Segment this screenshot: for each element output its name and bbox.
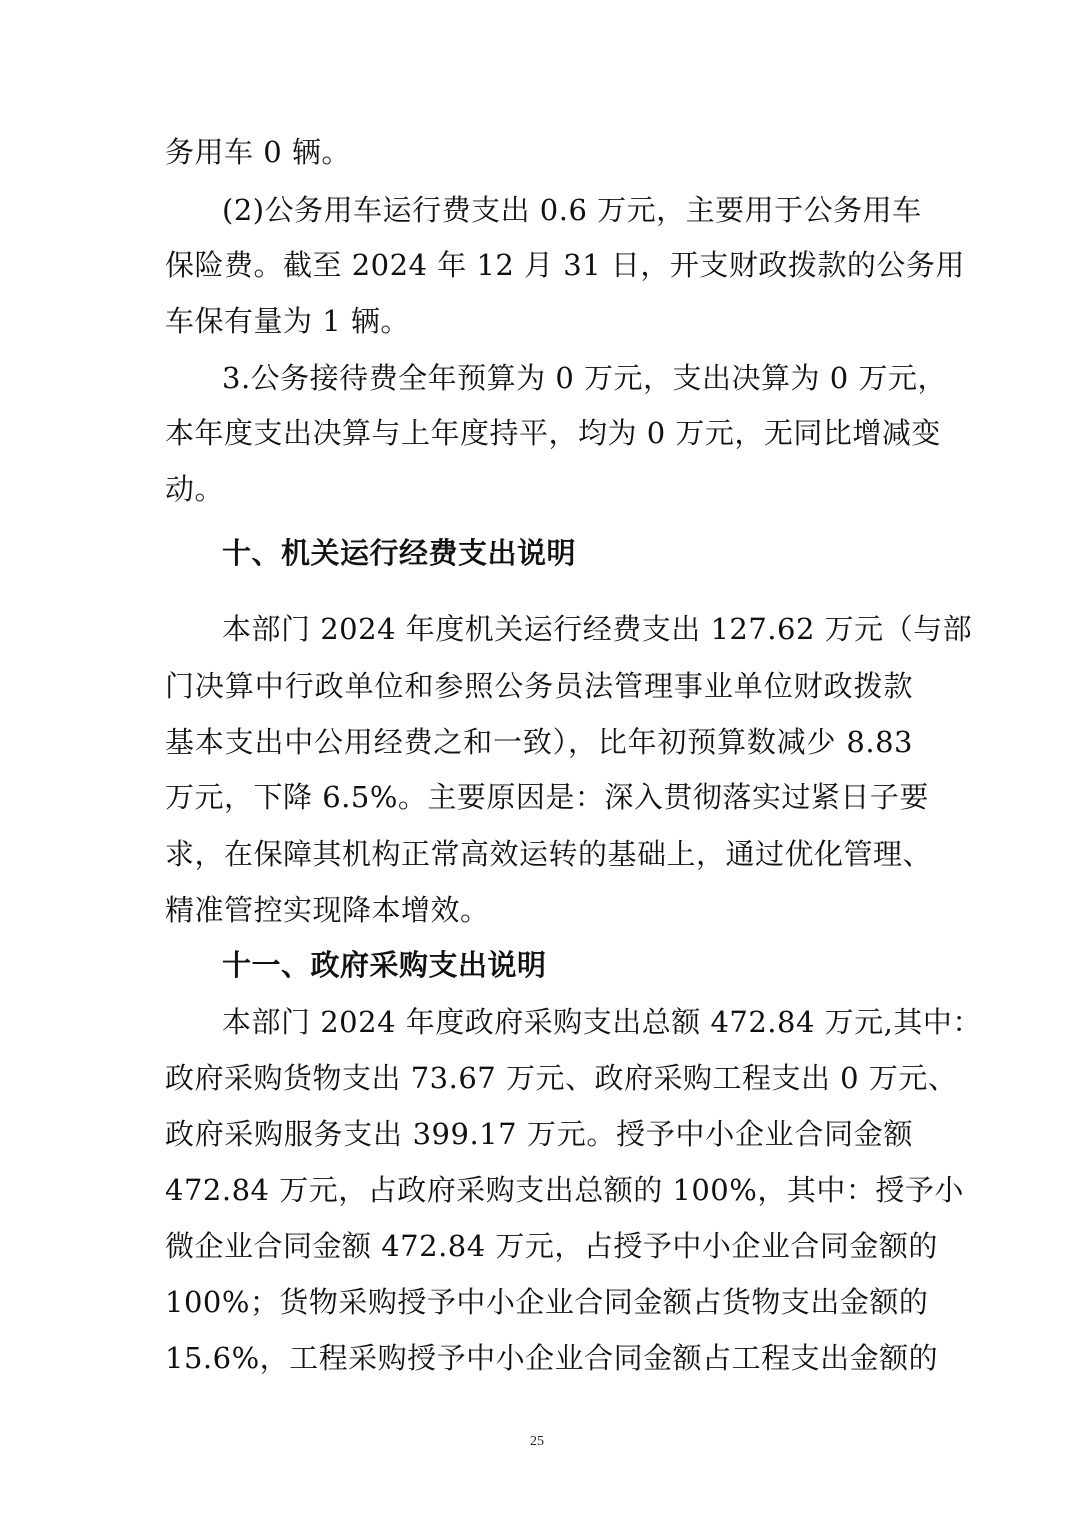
body-line: 门决算中行政单位和参照公务员法管理事业单位财政拨款 — [165, 669, 913, 703]
body-line: 3.公务接待费全年预算为 0 万元，支出决算为 0 万元， — [222, 361, 947, 395]
body-line: 精准管控实现降本增效。 — [165, 893, 490, 927]
body-line: 保险费。截至 2024 年 12 月 31 日，开支财政拨款的公务用 — [165, 248, 965, 282]
body-line: 政府采购货物支出 73.67 万元、政府采购工程支出 0 万元、 — [165, 1061, 958, 1095]
body-line: 求，在保障其机构正常高效运转的基础上，通过优化管理、 — [165, 837, 933, 871]
body-line: 车保有量为 1 辆。 — [165, 304, 410, 338]
body-line: 本年度支出决算与上年度持平，均为 0 万元，无同比增减变 — [165, 416, 941, 450]
section-heading: 十一、政府采购支出说明 — [222, 948, 547, 982]
body-line: 动。 — [165, 472, 225, 506]
body-line: 基本支出中公用经费之和一致），比年初预算数减少 8.83 — [165, 725, 913, 759]
body-line: 政府采购服务支出 399.17 万元。授予中小企业合同金额 — [165, 1117, 913, 1151]
body-line: 务用车 0 辆。 — [165, 135, 351, 169]
body-line: 100%；货物采购授予中小企业合同金额占货物支出金额的 — [165, 1285, 929, 1319]
body-line: 本部门 2024 年度机关运行经费支出 127.62 万元（与部 — [222, 612, 973, 646]
body-line: 472.84 万元，占政府采购支出总额的 100%，其中：授予小 — [165, 1173, 964, 1207]
body-line: 15.6%，工程采购授予中小企业合同金额占工程支出金额的 — [165, 1341, 939, 1375]
body-line: 微企业合同金额 472.84 万元，占授予中小企业合同金额的 — [165, 1229, 938, 1263]
body-line: (2)公务用车运行费支出 0.6 万元，主要用于公务用车 — [222, 193, 922, 227]
section-heading: 十、机关运行经费支出说明 — [222, 536, 577, 570]
body-line: 本部门 2024 年度政府采购支出总额 472.84 万元,其中： — [222, 1005, 982, 1039]
body-line: 万元，下降 6.5%。主要原因是：深入贯彻落实过紧日子要 — [165, 780, 929, 814]
page-number: 25 — [530, 1434, 544, 1449]
